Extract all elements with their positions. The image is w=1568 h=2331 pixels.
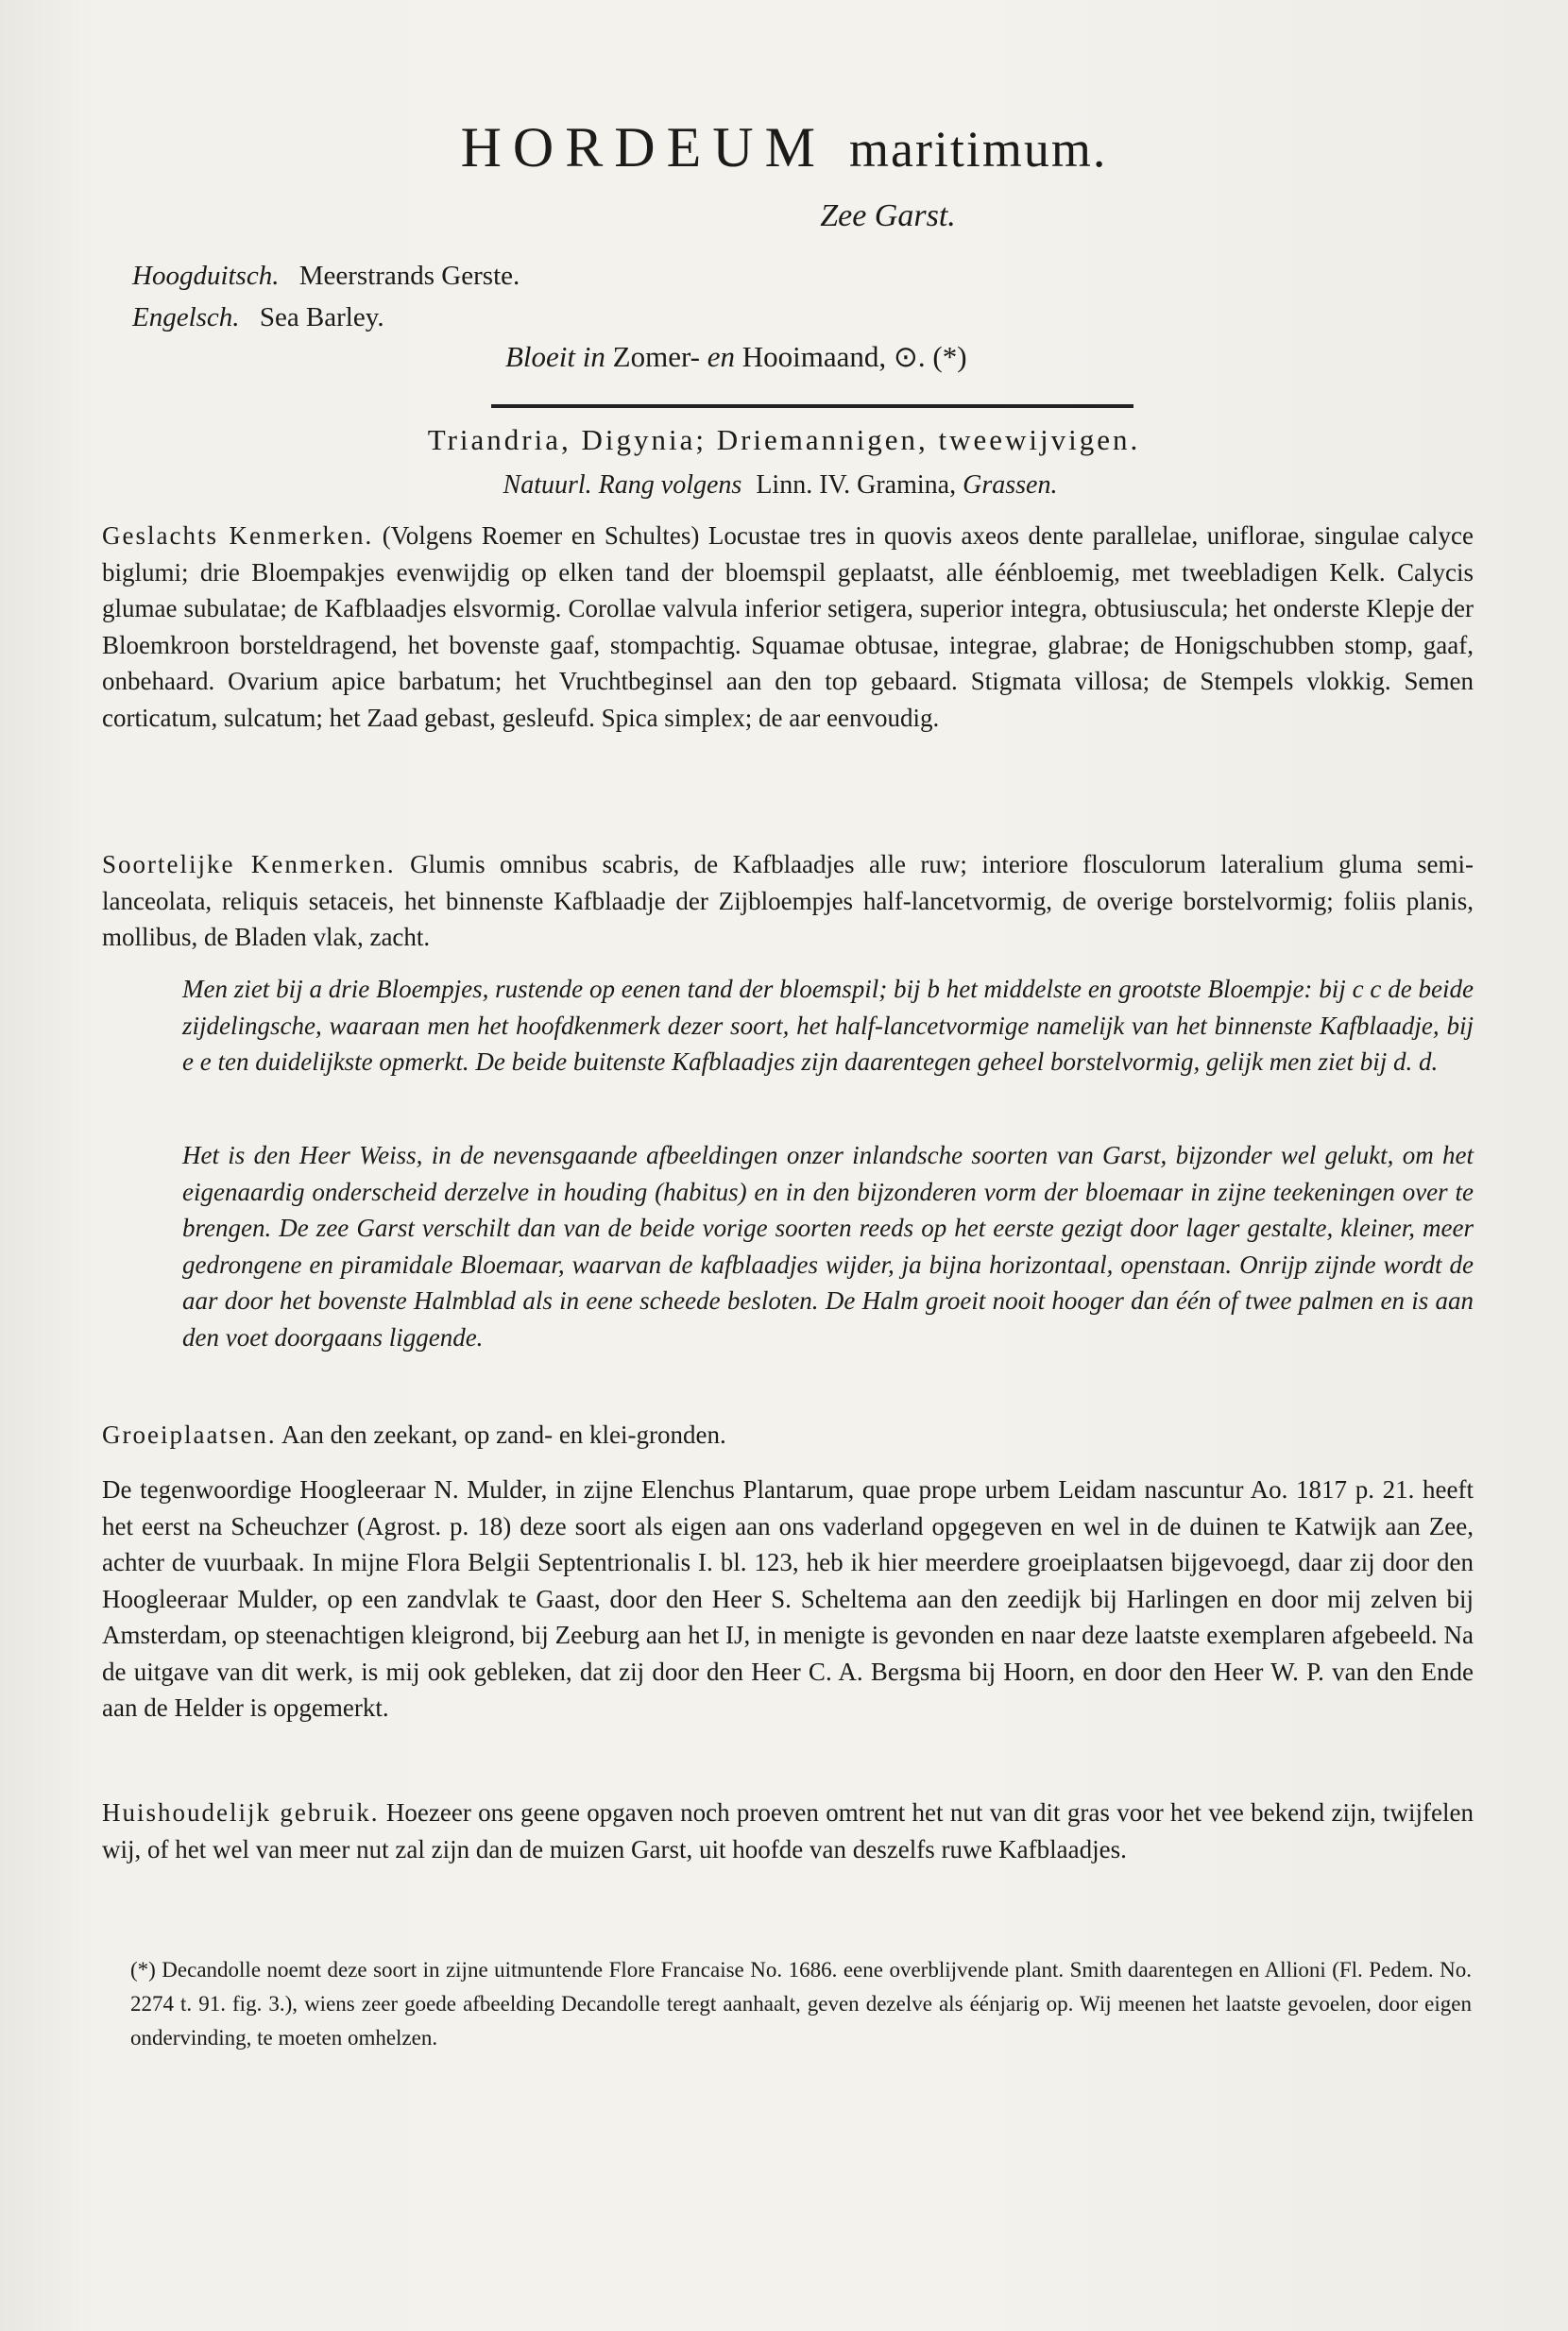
distribution-text: De tegenwoordige Hoogleeraar N. Mulder, in zijne Elenchus Plantarum, quae prope urbem Leidam nascuntur Ao. 1817 p. 21. heeft het eerst na Scheuchzer (Agrost. p. 18) deze soort als eigen aan ons vaderland opgegeven en wel in de duinen te Katwijk aan Zee, achter de vuurbaak. In mijne Flora Belgii Septentrionalis I. bl. 123, heb ik hier meerdere groeiplaatsen bijgevoegd, daar zij door den Hoogleeraar Mulder, op een zandvlak te Gaast, door den Heer S. Scheltema aan den zeedijk bij Harlingen en door mij zelven bij Amsterdam, op steenachtigen kleigrond, bij Zeeburg aan het IJ, in menigte is gevonden en naar deze laatste exemplaren afgebeeld. Na de uitgave van dit werk, is mij ook gebleken, dat zij door den Heer C. A. Bergsma bij Hoorn, en door den Heer W. P. van den Ende aan de Helder is opgemerkt.: [102, 1475, 1474, 1722]
name-german: [132, 255, 520, 297]
bloom-and: en: [707, 340, 736, 373]
name-german-lang: Hoogduitsch.: [132, 261, 280, 291]
name-english-lang: Engelsch.: [132, 302, 240, 332]
note-figure: [102, 971, 1474, 1080]
name-german-value: Meerstrands Gerste.: [298, 261, 520, 291]
bloom-line: [505, 340, 967, 374]
name-english-value: Sea Barley.: [259, 302, 384, 332]
natural-rank-linn: Linn. IV.: [756, 470, 851, 500]
habitat: [102, 1417, 1474, 1454]
note-figure-text: Men ziet bij a drie Bloempjes, rustende op eenen tand der bloemspil; bij b het middelste en grootste Bloempje: bij c c de beide zijdelingsche, waaraan men het hoofdkenmerk dezer soort, het half-lancetvormige namelijk van het binnenste Kafblaadje, bij e e ten duidelijkste opmerkt. De beide buitenste Kafblaadjes zijn daarentegen geheel borstelvormig, gelijk men ziet bij d. d.: [182, 975, 1474, 1076]
title-species: maritimum.: [848, 121, 1108, 178]
natural-rank-family-nl: Grassen.: [963, 470, 1058, 500]
species-characters-heading: Soortelijke Kenmerken.: [102, 850, 396, 878]
bloom-label: Bloeit in: [505, 340, 605, 373]
note-habitus: [102, 1137, 1474, 1355]
classification: Triandria, Digynia; Driemannigen, tweewijvigen.: [427, 423, 1141, 456]
page-title: [0, 115, 1568, 180]
name-english: [132, 297, 520, 338]
habitat-text: Aan den zeekant, op zand- en klei-gronden.: [281, 1421, 726, 1449]
species-characters-text: Glumis omnibus scabris, de Kafblaadjes alle ruw; interiore flosculorum lateralium gluma semi-lanceolata, reliquis setaceis, het binnenste Kafblaadje der Zijbloempjes half-lancetvormig, de overige borstelvormig; foliis planis, mollibus, de Bladen vlak, zacht.: [102, 850, 1474, 951]
natural-rank-family: Gramina,: [857, 470, 957, 500]
subtitle: Zee Garst.: [820, 198, 956, 233]
genus-characters: [102, 518, 1474, 736]
genus-characters-text: (Volgens Roemer en Schultes) Locustae tres in quovis axeos dente parallelae, uniflorae, singulae calyce biglumi; drie Bloempakjes evenwijdig op elken tand der bloemspil geplaatst, alle éénbloemig, met tweebladigen Kelk. Calycis glumae subulatae; de Kafblaadjes elsvormig. Corollae valvula inferior setigera, superior integra, obtusiuscula; het onderste Klepje der Bloemkroon borsteldragend, het bovenste gaaf, stompachtig. Squamae obtusae, integrae, glabrae; de Honigschubben stomp, gaaf, onbehaard. Ovarium apice barbatum; het Vruchtbeginsel aan den top gebaard. Stigmata villosa; de Stempels vlokkig. Semen corticatum, sulcatum; het Zaad gebast, gesleufd. Spica simplex; de aar eenvoudig.: [102, 521, 1474, 732]
economic-use: [102, 1795, 1474, 1867]
footnote-text: (*) Decandolle noemt deze soort in zijne uitmuntende Flore Francaise No. 1686. eene overblijvende plant. Smith daarentegen en Allioni (Fl. Pedem. No. 2274 t. 91. fig. 3.), wiens zeer goede afbeelding Decandolle teregt aanhaalt, geven dezelve als éénjarig op. Wij meenen het laatste gevoelen, door eigen ondervinding, te moeten omhelzen.: [130, 1958, 1472, 2050]
bloom-month2: Hooimaand,: [741, 340, 887, 373]
title-genus: HORDEUM: [460, 116, 827, 179]
bloom-months: Zomer-: [612, 340, 700, 373]
natural-rank: [0, 470, 1568, 501]
use-heading: Huishoudelijk gebruik.: [102, 1798, 380, 1827]
footnote: [130, 1953, 1472, 2055]
genus-characters-heading: Geslachts Kenmerken.: [102, 521, 374, 550]
species-characters: [102, 846, 1474, 956]
use-text: Hoezeer ons geene opgaven noch proeven omtrent het nut van dit gras voor het vee bekend zijn, twijfelen wij, of het wel van meer nut zal zijn dan de muizen Garst, uit hoofde van deszelfs ruwe Kafblaadjes.: [102, 1798, 1474, 1863]
annual-symbol: ⊙.: [893, 340, 926, 373]
natural-rank-label: Natuurl. Rang volgens: [503, 470, 742, 500]
divider-rule: [491, 404, 1133, 408]
vernacular-names: [132, 255, 520, 338]
habitat-heading: Groeiplaatsen.: [102, 1421, 277, 1449]
footnote-ref: (*): [932, 340, 967, 373]
distribution: [102, 1472, 1474, 1727]
note-habitus-text: Het is den Heer Weiss, in de nevensgaande afbeeldingen onzer inlandsche soorten van Garst, bijzonder wel gelukt, om het eigenaardig onderscheid derzelve in houding (habitus) en in den bijzonderen vorm der bloemaar in zijne teekeningen over te brengen. De zee Garst verschilt dan van de beide vorige soorten reeds op het eerste gezigt door lager gestalte, kleiner, meer gedrongene en piramidale Bloemaar, waarvan de kafblaadjes wijder, ja bijna horizontaal, openstaan. Onrijp zijnde wordt de aar door het bovenste Halmblad als in eene scheede besloten. De Halm groeit nooit hooger dan één of twee palmen en is aan den voet doorgaans liggende.: [182, 1141, 1474, 1352]
